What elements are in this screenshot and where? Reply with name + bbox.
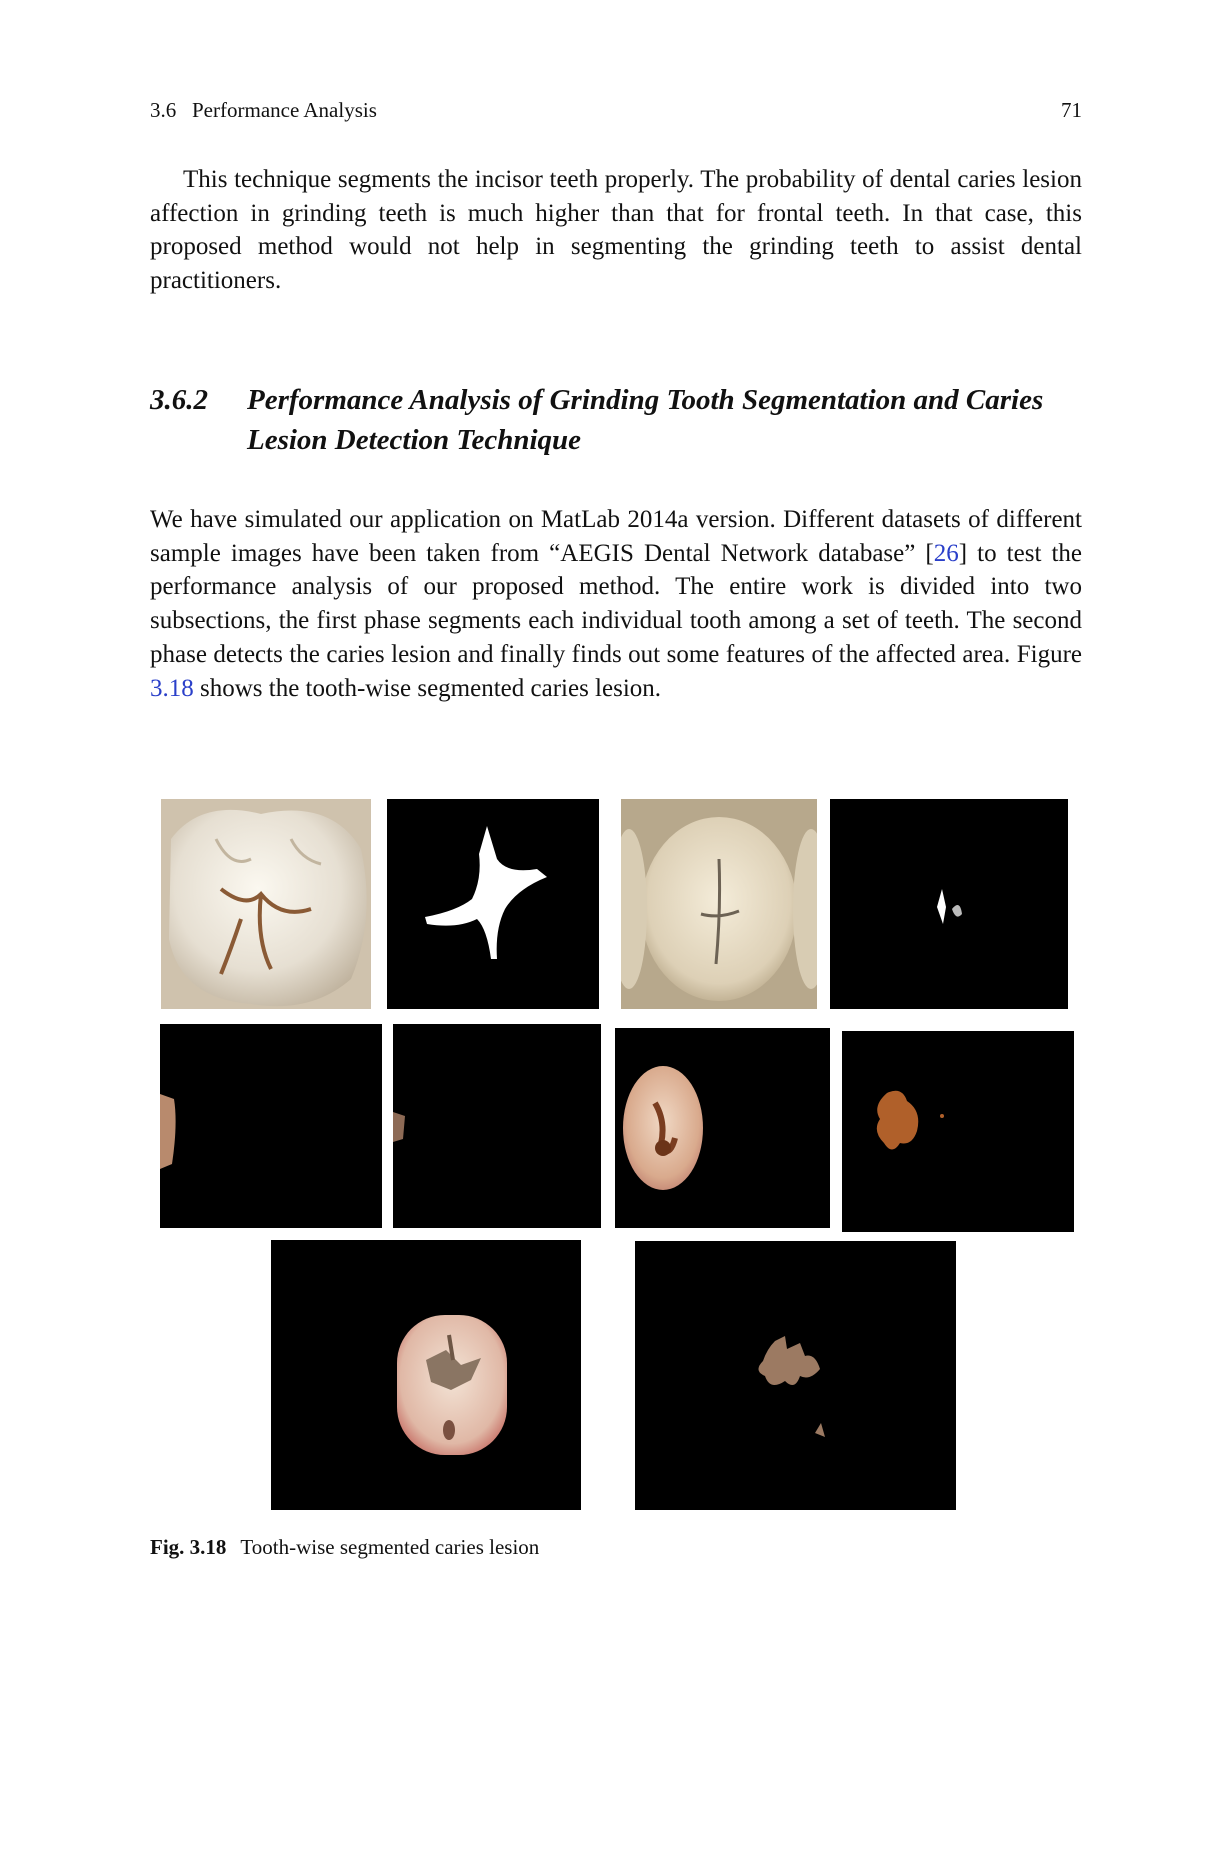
figure-caption-text: Tooth-wise segmented caries lesion	[240, 1535, 540, 1559]
segmented-tooth-edge-1	[160, 1024, 382, 1228]
molar-photo-2	[621, 799, 817, 1009]
section-number: 3.6.2	[150, 384, 208, 416]
figure-link[interactable]: 3.18	[150, 674, 194, 702]
figure-label: Fig. 3.18	[150, 1535, 227, 1559]
section-title: Performance Analysis of Grinding Tooth Segmentation and Caries Lesion Detection Technique	[247, 384, 1044, 456]
figure-caption	[150, 1535, 539, 1560]
segmented-tooth-edge-2	[393, 1024, 601, 1228]
body-text-2: ] to test the performance analysis of our proposed method. The entire work is divided into two subsections, the first phase segments each individual tooth among a set of teeth. The second phase detects the caries lesion and finally finds out some features of the affected area. Figure	[150, 539, 1083, 668]
body-text-1: We have simulated our application on MatLab 2014a version. Different datasets of different sample images have been taken from “AEGIS Dental Network database” [	[150, 506, 1082, 567]
caries-mask-2	[830, 799, 1068, 1009]
page-number: 71	[1061, 98, 1082, 122]
segmented-lesion-2	[635, 1241, 956, 1510]
segmented-lesion-1	[842, 1031, 1074, 1232]
citation-link[interactable]: 26	[933, 539, 959, 567]
molar-photo-1	[161, 799, 371, 1009]
caries-mask-1	[387, 799, 599, 1009]
segmented-tooth-1	[615, 1028, 830, 1228]
running-head	[150, 98, 1082, 123]
intro-paragraph: This technique segments the incisor teeth properly. The probability of dental caries lesion affection in grinding teeth is much higher than that for frontal teeth. In that case, this proposed method would not help in segmenting the grinding teeth to assist dental practitioners.	[150, 166, 1082, 295]
body-paragraph	[150, 503, 1082, 705]
segmented-tooth-2	[271, 1240, 581, 1510]
body-text-3: shows the tooth-wise segmented caries lesion.	[193, 674, 662, 702]
running-head-section: 3.6 Performance Analysis	[150, 98, 377, 122]
